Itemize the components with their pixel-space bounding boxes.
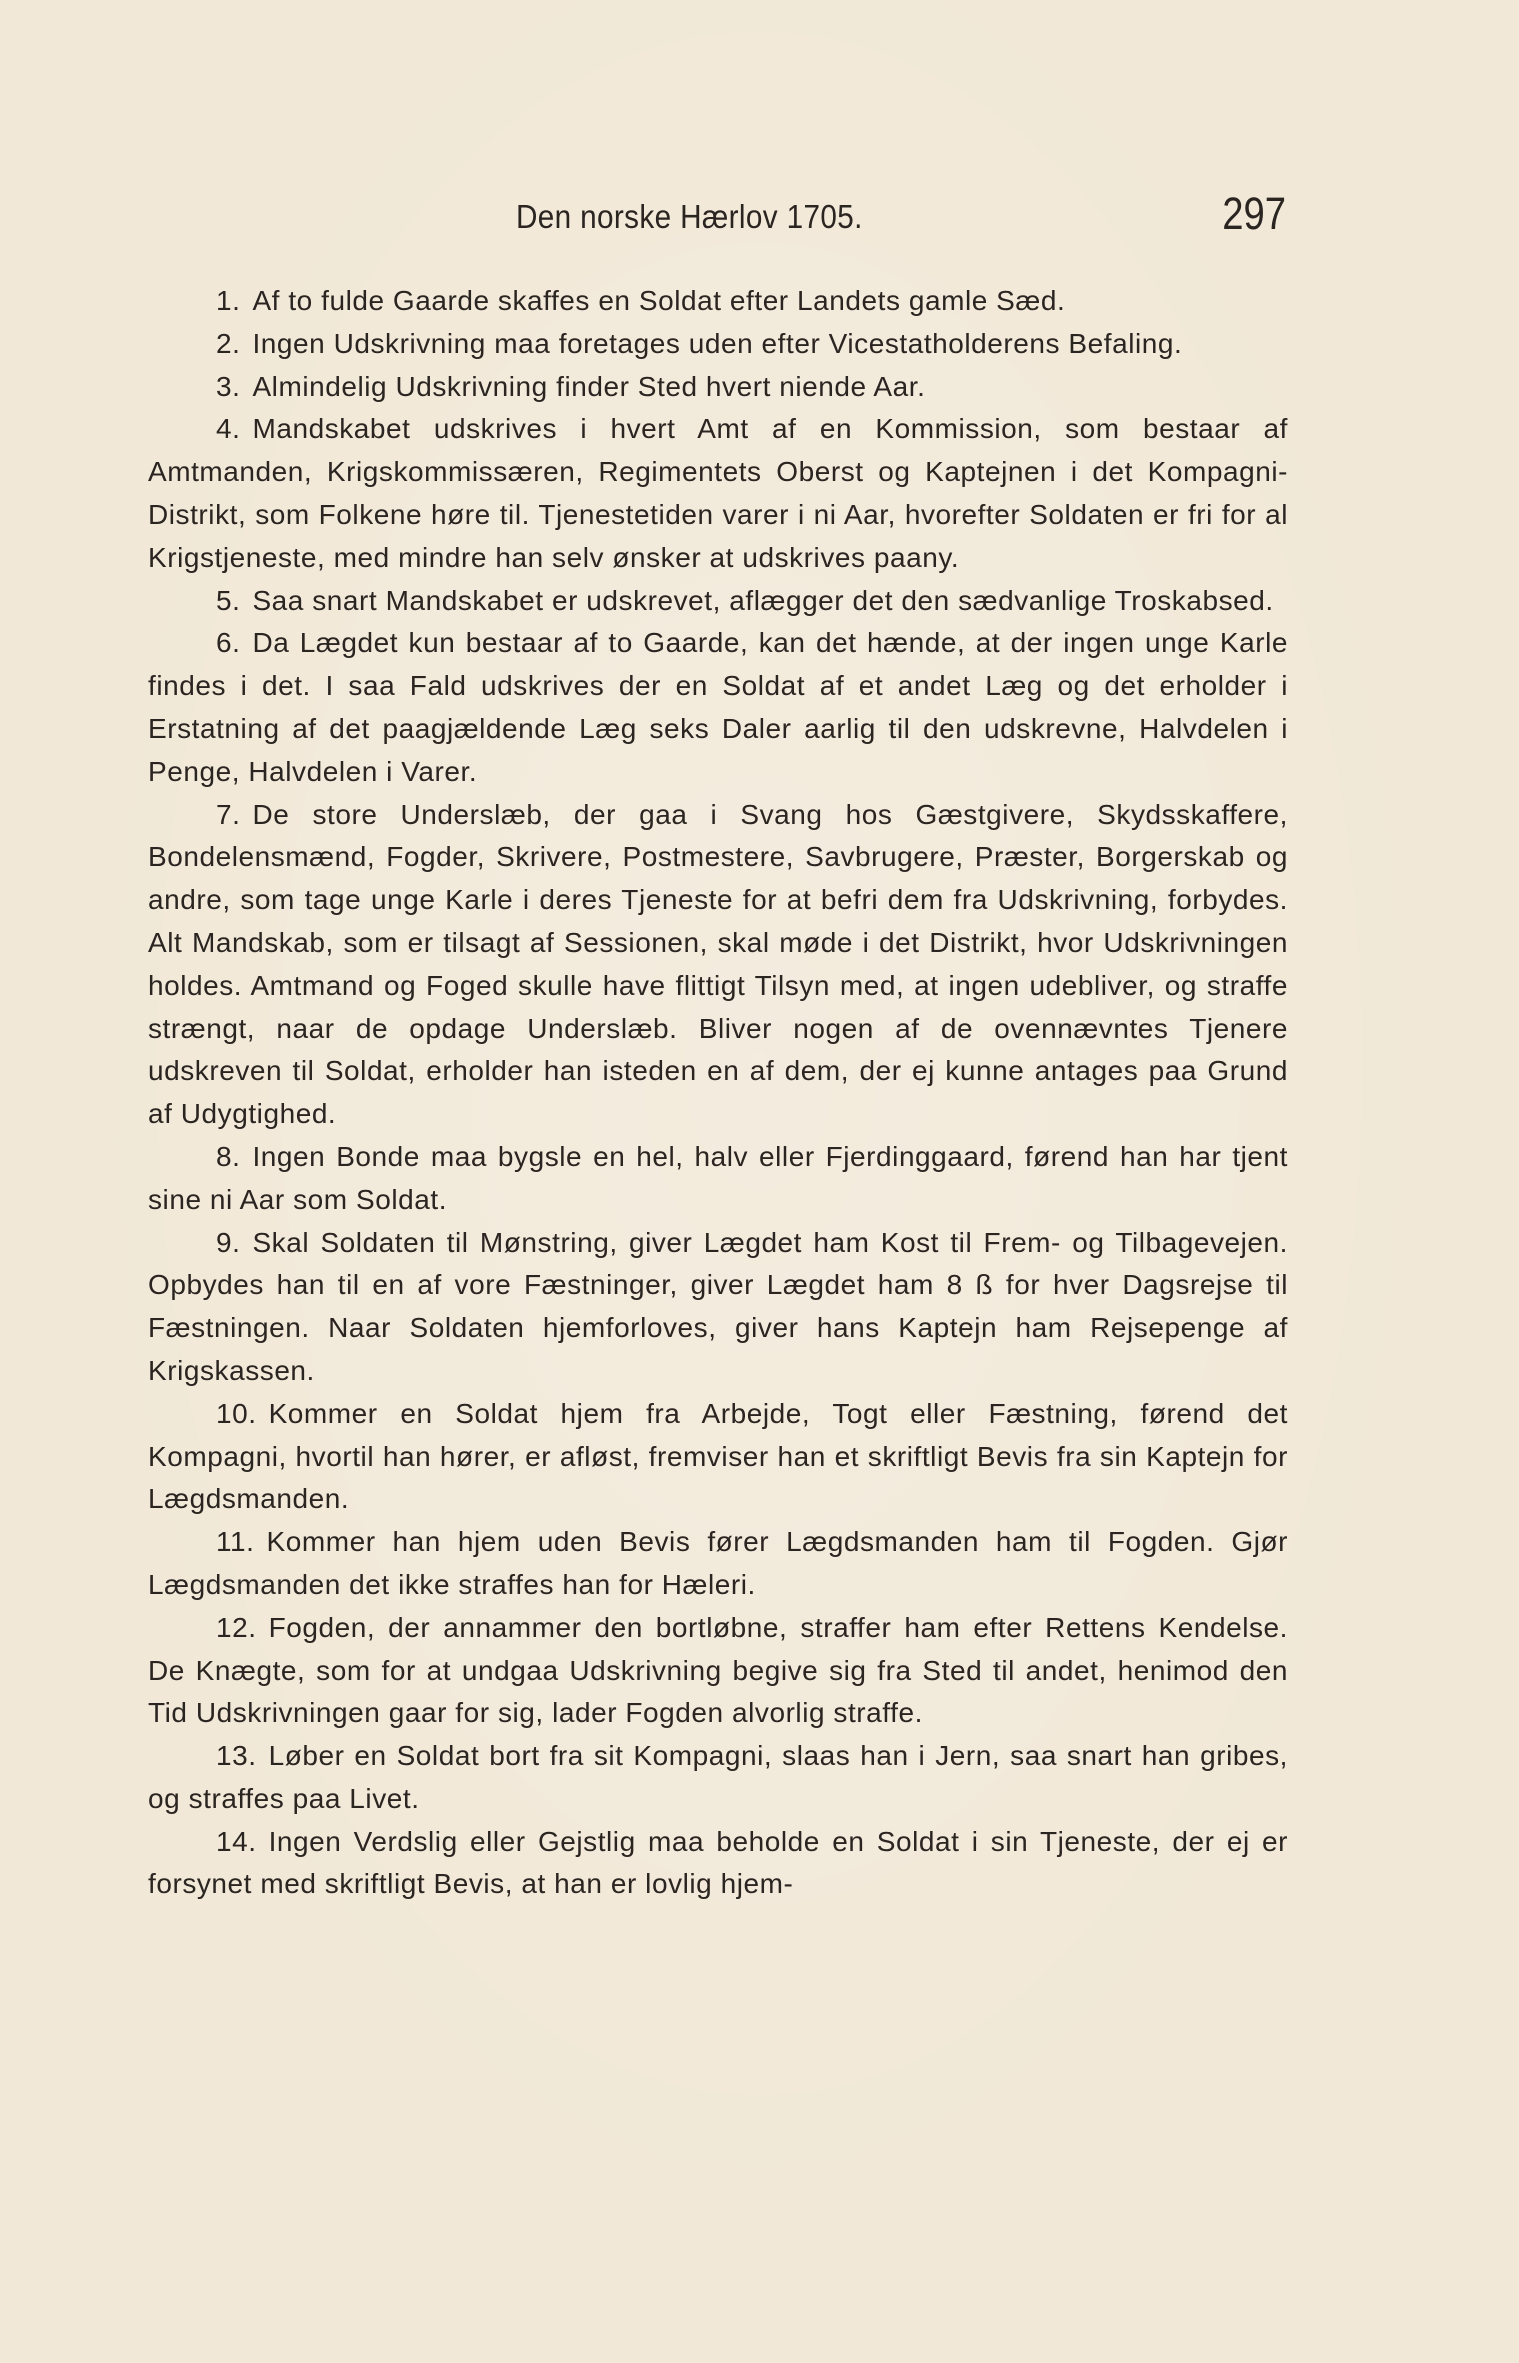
paragraph-text: Fogden, der annammer den bortløbne, straffer ham efter Rettens Kendelse. De Knægte, som for at undgaa Udskrivning begive sig fra Sted til andet, henimod den Tid Udskrivningen gaar for sig, lader Fogden alvorlig straffe. <box>148 1611 1288 1729</box>
paragraph <box>148 408 1288 579</box>
paragraph <box>148 1521 1288 1607</box>
paragraph <box>148 1607 1288 1735</box>
paragraph <box>148 1222 1288 1393</box>
page-header <box>146 182 1286 242</box>
paragraph <box>148 280 1288 323</box>
paragraph-text: Ingen Udskrivning maa foretages uden efter Vicestatholderens Befaling. <box>252 327 1183 359</box>
paragraph-text: Skal Soldaten til Mønstring, giver Lægdet ham Kost til Frem- og Tilbagevejen. Opbydes han til en af vore Fæstninger, giver Lægdet ham 8 ß for hver Dagsrejse til Fæstningen. Naar Soldaten hjemforloves, giver hans Kaptejn ham Rejsepenge af Krigskassen. <box>148 1226 1288 1386</box>
running-title: Den norske Hærlov 1705. <box>516 198 863 235</box>
paragraph-number: 12. <box>216 1611 257 1643</box>
paragraph-text: Almindelig Udskrivning finder Sted hvert niende Aar. <box>252 370 926 402</box>
paragraph-number: 10. <box>216 1397 257 1429</box>
paragraph-number: 9. <box>216 1226 241 1258</box>
paragraph <box>148 366 1288 409</box>
paragraph-text: De store Underslæb, der gaa i Svang hos Gæstgivere, Skydsskaffere, Bondelensmænd, Fogder, Skrivere, Postmestere, Savbrugere, Præster, Borgerskab og andre, som tage unge Karle i deres Tjeneste for at befri dem fra Udskrivning, forbydes. Alt Mandskab, som er tilsagt af Sessionen, skal møde i det Distrikt, hvor Udskrivningen holdes. Amtmand og Foged skulle have flittigt Tilsyn med, at ingen udebliver, og straffe strængt, naar de opdage Underslæb. Bliver nogen af de ovennævntes Tjenere udskreven til Soldat, erholder han isteden en af dem, der ej kunne antages paa Grund af Udygtighed. <box>148 798 1288 1130</box>
paragraph-text: Ingen Bonde maa bygsle en hel, halv eller Fjerdinggaard, førend han har tjent sine ni Aar som Soldat. <box>148 1140 1288 1215</box>
paragraph-number: 4. <box>216 413 241 445</box>
paragraph-number: 11. <box>216 1526 255 1558</box>
paragraph-text: Løber en Soldat bort fra sit Kompagni, slaas han i Jern, saa snart han gribes, og straffes paa Livet. <box>148 1740 1288 1814</box>
paragraph <box>148 580 1288 623</box>
paragraph <box>148 1735 1288 1821</box>
page-number: 297 <box>1222 188 1286 239</box>
paragraph <box>148 622 1288 793</box>
paragraph-number: 13. <box>216 1740 257 1772</box>
paragraph-number: 6. <box>216 627 241 659</box>
paragraph-number: 1. <box>216 285 241 316</box>
paragraph-number: 2. <box>216 327 241 359</box>
paragraph-number: 3. <box>216 370 241 402</box>
paragraph-text: Kommer en Soldat hjem fra Arbejde, Togt eller Fæstning, førend det Kompagni, hvortil han hører, er afløst, fremviser han et skriftligt Bevis fra sin Kaptejn for Lægdsmanden. <box>148 1397 1288 1515</box>
paragraph-number: 7. <box>216 798 241 830</box>
body-text <box>148 280 1288 1906</box>
paragraph-text: Da Lægdet kun bestaar af to Gaarde, kan det hænde, at der ingen unge Karle findes i det. I saa Fald udskrives der en Soldat af et andet Læg og det erholder i Erstatning af det paagjældende Læg seks Daler aarlig til den udskrevne, Halvdelen i Penge, Halvdelen i Varer. <box>148 627 1288 787</box>
paragraph-text: Af to fulde Gaarde skaffes en Soldat efter Landets gamle Sæd. <box>252 285 1066 316</box>
paragraph-number: 14. <box>216 1825 257 1857</box>
paragraph <box>148 323 1288 366</box>
paragraph <box>148 1136 1288 1222</box>
paragraph-text: Mandskabet udskrives i hvert Amt af en Kommission, som bestaar af Amtmanden, Krigskommissæren, Regimentets Oberst og Kaptejnen i det Kompagni-Distrikt, som Folkene høre til. Tjenestetiden varer i ni Aar, hvorefter Soldaten er fri for al Krigstjeneste, med mindre han selv ønsker at udskrives paany. <box>148 413 1288 573</box>
paragraph <box>148 1821 1288 1907</box>
paragraph-text: Ingen Verdslig eller Gejstlig maa beholde en Soldat i sin Tjeneste, der ej er forsynet med skriftligt Bevis, at han er lovlig hjem- <box>148 1825 1288 1900</box>
paragraph-text: Saa snart Mandskabet er udskrevet, aflægger det den sædvanlige Troskabsed. <box>252 584 1274 616</box>
paragraph <box>148 794 1288 1136</box>
paragraph <box>148 1393 1288 1521</box>
paragraph-text: Kommer han hjem uden Bevis fører Lægdsmanden ham til Fogden. Gjør Lægdsmanden det ikke straffes han for Hæleri. <box>148 1526 1288 1600</box>
paragraph-number: 8. <box>216 1140 241 1172</box>
paragraph-number: 5. <box>216 584 241 616</box>
